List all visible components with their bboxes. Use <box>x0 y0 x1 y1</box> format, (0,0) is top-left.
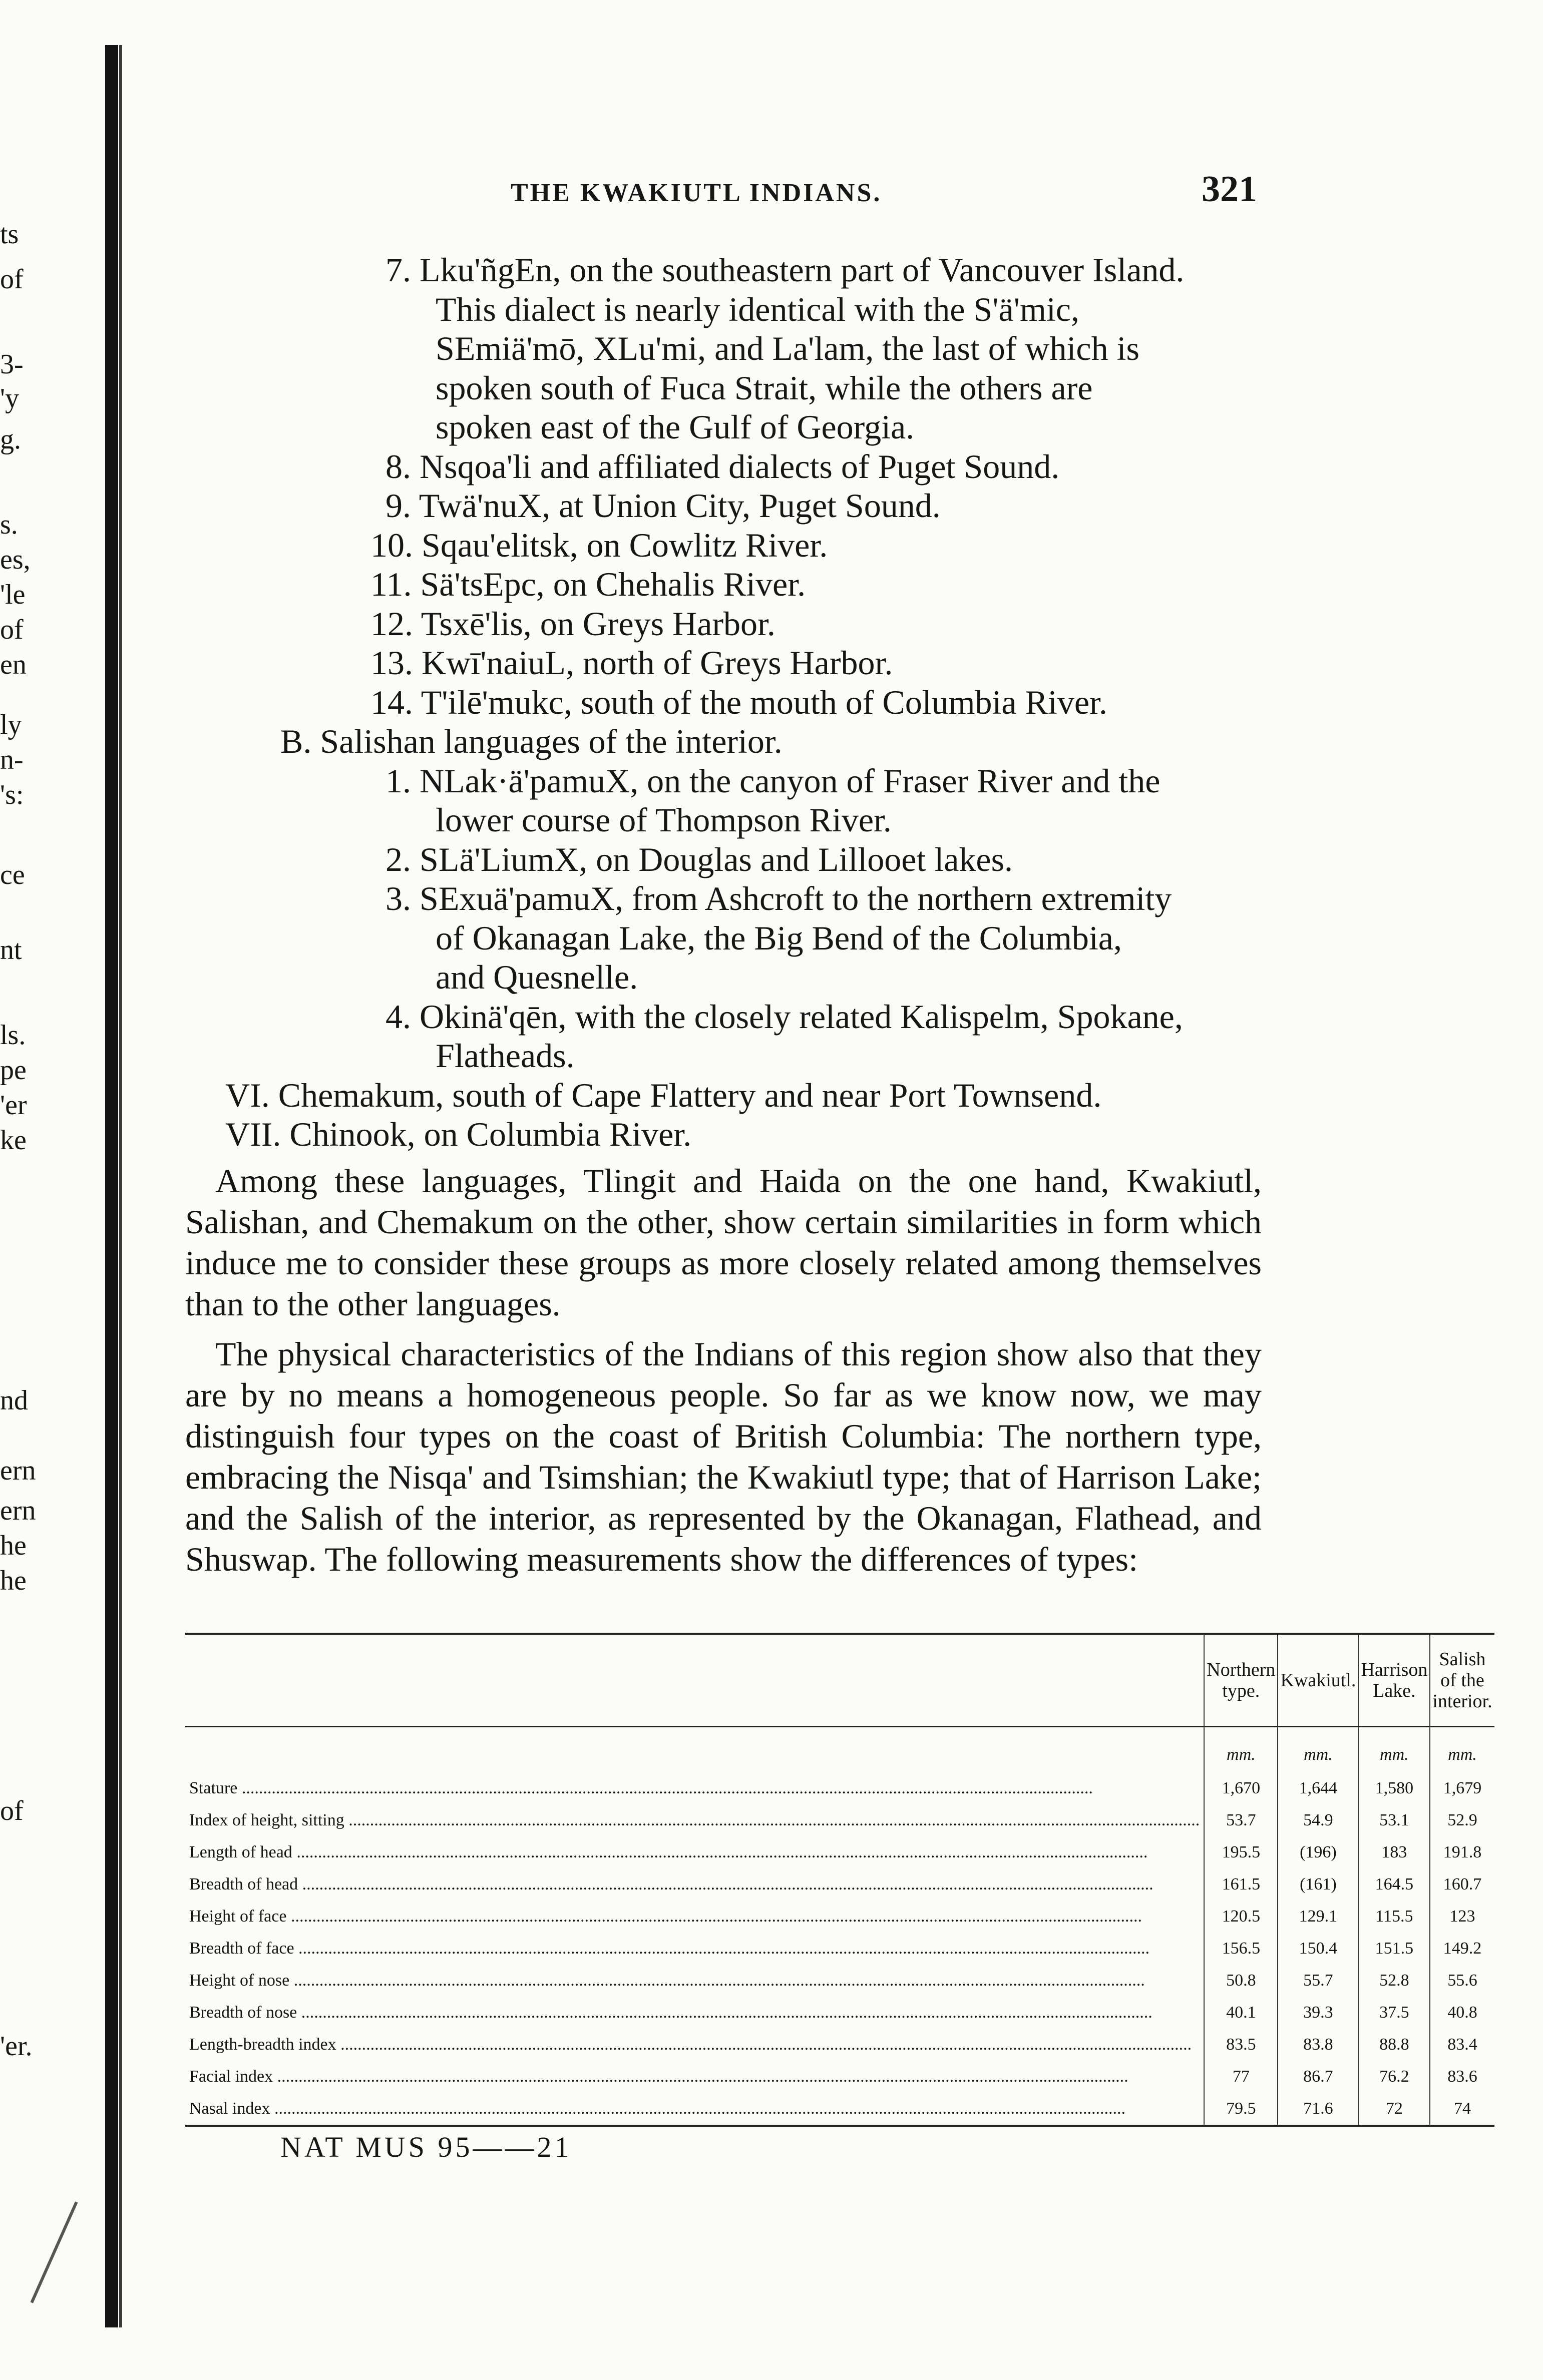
row-label <box>185 1900 1204 1933</box>
dot-leader: ........................................................................................................................................................................................................ <box>289 1971 1145 1990</box>
value-cell: 1,644 <box>1278 1772 1358 1804</box>
margin-fragment: he <box>0 1565 27 1596</box>
value-cell: 53.1 <box>1358 1804 1430 1836</box>
value-cell: 74 <box>1430 2093 1494 2126</box>
value-cell: 150.4 <box>1278 1933 1358 1965</box>
value-cell: 151.5 <box>1358 1933 1430 1965</box>
list-line: Flatheads. <box>436 1037 575 1075</box>
dot-leader: ........................................................................................................................................................................................................ <box>344 1811 1200 1829</box>
margin-fragment: s. <box>0 509 18 540</box>
list-line: 1. NLak·ä'pamuX, on the canyon of Fraser River and the <box>385 761 1161 800</box>
body-text <box>185 1160 1262 1589</box>
paragraph-languages: Among these languages, Tlingit and Haida on the one hand, Kwakiutl, Salishan, and Chemakum on the other, show certain similarities in form which induce me to consider these groups as more closely related among themselves than to the other languages. <box>185 1162 1262 1323</box>
margin-fragment: ls. <box>0 1020 26 1051</box>
row-label <box>185 2093 1204 2126</box>
row-label-text: Breadth of face <box>189 1939 294 1958</box>
row-label-text: Length-breadth index <box>189 2035 336 2054</box>
row-label-text: Breadth of head <box>189 1875 298 1893</box>
row-label <box>185 1933 1204 1965</box>
book-binding-shadow <box>105 45 118 2327</box>
list-line: 13. Kwī'naiuL, north of Greys Harbor. <box>370 644 893 682</box>
margin-fragment: ly <box>0 709 22 740</box>
margin-fragment: of <box>0 264 24 295</box>
unit-cell: mm. <box>1278 1727 1358 1773</box>
col-header-northern: Northern type. <box>1204 1634 1278 1727</box>
value-cell: 55.6 <box>1430 1965 1494 1997</box>
table-row <box>185 2061 1494 2093</box>
table-row <box>185 1997 1494 2029</box>
page-footer: NAT MUS 95——21 <box>280 2131 572 2163</box>
margin-fragment: g. <box>0 424 21 455</box>
value-cell: 83.6 <box>1430 2061 1494 2093</box>
list-line: 14. T'ilē'mukc, south of the mouth of Columbia River. <box>370 683 1107 721</box>
value-cell: 53.7 <box>1204 1804 1278 1836</box>
list-line: This dialect is nearly identical with the S'ä'mic, <box>436 290 1079 328</box>
value-cell: 52.9 <box>1430 1804 1494 1836</box>
margin-fragment: es, <box>0 544 31 575</box>
table-header-row <box>185 1634 1494 1727</box>
row-label-text: Height of nose <box>189 1971 290 1990</box>
measurements-table <box>185 1633 1494 2127</box>
row-label <box>185 2061 1204 2093</box>
dot-leader: ........................................................................................................................................................................................................ <box>297 2003 1152 2022</box>
table-row <box>185 1965 1494 1997</box>
value-cell: 149.2 <box>1430 1933 1494 1965</box>
value-cell: 115.5 <box>1358 1900 1430 1933</box>
row-label-text: Length of head <box>189 1843 292 1861</box>
list-line: B. Salishan languages of the interior. <box>280 722 783 760</box>
row-label-text: Index of height, sitting <box>189 1811 344 1829</box>
row-label-text: Height of face <box>189 1907 287 1926</box>
list-line: SEmiä'mō, XLu'mi, and La'lam, the last of which is <box>436 329 1139 367</box>
unit-cell: mm. <box>1430 1727 1494 1773</box>
value-cell: 83.4 <box>1430 2029 1494 2061</box>
value-cell: 1,679 <box>1430 1772 1494 1804</box>
value-cell: 72 <box>1358 2093 1430 2126</box>
margin-fragment: 'er. <box>0 2031 33 2062</box>
row-label <box>185 1804 1204 1836</box>
value-cell: 79.5 <box>1204 2093 1278 2126</box>
margin-fragment: 'er <box>0 1090 27 1121</box>
dot-leader: ........................................................................................................................................................................................................ <box>286 1907 1142 1926</box>
margin-fragment: 'le <box>0 579 26 610</box>
list-line: 4. Okinä'qēn, with the closely related Kalispelm, Spokane, <box>385 997 1183 1036</box>
dot-leader: ........................................................................................................................................................................................................ <box>298 1875 1153 1893</box>
value-cell: 76.2 <box>1358 2061 1430 2093</box>
margin-fragment: pe <box>0 1055 27 1086</box>
unit-cell: mm. <box>1204 1727 1278 1773</box>
row-label <box>185 2029 1204 2061</box>
margin-fragment: 3- <box>0 349 24 380</box>
margin-fragment: ern <box>0 1455 36 1486</box>
row-label <box>185 1772 1204 1804</box>
dot-leader: ........................................................................................................................................................................................................ <box>294 1939 1150 1958</box>
table-row <box>185 2029 1494 2061</box>
value-cell: 129.1 <box>1278 1900 1358 1933</box>
row-label <box>185 1836 1204 1868</box>
value-cell: 71.6 <box>1278 2093 1358 2126</box>
table-row <box>185 1933 1494 1965</box>
row-label-text: Breadth of nose <box>189 2003 297 2022</box>
value-cell: (161) <box>1278 1868 1358 1900</box>
value-cell: 183 <box>1358 1836 1430 1868</box>
list-line: VI. Chemakum, south of Cape Flattery and near Port Townsend. <box>225 1076 1102 1114</box>
value-cell: 77 <box>1204 2061 1278 2093</box>
dot-leader: ........................................................................................................................................................................................................ <box>270 2099 1125 2118</box>
row-label <box>185 1868 1204 1900</box>
value-cell: 88.8 <box>1358 2029 1430 2061</box>
col-header-salish: Salish of the interior. <box>1430 1634 1494 1727</box>
value-cell: 156.5 <box>1204 1933 1278 1965</box>
table-row <box>185 1836 1494 1868</box>
page-number: 321 <box>1202 169 1257 210</box>
value-cell: 160.7 <box>1430 1868 1494 1900</box>
value-cell: 1,580 <box>1358 1772 1430 1804</box>
col-header-harrison: Harrison Lake. <box>1358 1634 1430 1727</box>
value-cell: (196) <box>1278 1836 1358 1868</box>
margin-fragment: he <box>0 1530 27 1561</box>
value-cell: 55.7 <box>1278 1965 1358 1997</box>
value-cell: 37.5 <box>1358 1997 1430 2029</box>
margin-fragment: nt <box>0 934 22 966</box>
row-label-text: Stature <box>189 1779 238 1797</box>
list-line: VII. Chinook, on Columbia River. <box>225 1115 692 1153</box>
margin-fragment: ce <box>0 859 25 890</box>
table-row <box>185 1900 1494 1933</box>
list-line: of Okanagan Lake, the Big Bend of the Columbia, <box>436 918 1122 957</box>
pencil-mark <box>31 2201 78 2303</box>
margin-fragment: ts <box>0 219 19 250</box>
list-line: 2. SLä'LiumX, on Douglas and Lillooet lakes. <box>385 840 1013 878</box>
table-row <box>185 1772 1494 1804</box>
margin-fragment: ern <box>0 1495 36 1526</box>
row-label-text: Facial index <box>189 2067 273 2086</box>
running-header: THE KWAKIUTL INDIANS. <box>511 179 882 207</box>
dot-leader: ........................................................................................................................................................................................................ <box>336 2035 1192 2054</box>
margin-fragment: en <box>0 649 27 680</box>
list-line: 8. Nsqoa'li and affiliated dialects of Puget Sound. <box>385 447 1060 486</box>
margin-fragment: nd <box>0 1385 28 1416</box>
value-cell: 83.8 <box>1278 2029 1358 2061</box>
unit-cell: mm. <box>1358 1727 1430 1773</box>
margin-fragment: 'y <box>0 383 20 414</box>
value-cell: 54.9 <box>1278 1804 1358 1836</box>
margin-fragment: ke <box>0 1125 27 1156</box>
value-cell: 50.8 <box>1204 1965 1278 1997</box>
table-header-blank <box>185 1634 1204 1727</box>
value-cell: 123 <box>1430 1900 1494 1933</box>
list-line: spoken south of Fuca Strait, while the others are <box>436 368 1093 407</box>
list-line: 10. Sqau'elitsk, on Cowlitz River. <box>370 526 828 564</box>
dot-leader: ........................................................................................................................................................................................................ <box>273 2067 1128 2086</box>
value-cell: 86.7 <box>1278 2061 1358 2093</box>
value-cell: 52.8 <box>1358 1965 1430 1997</box>
list-line: 11. Sä'tsEpc, on Chehalis River. <box>370 565 806 603</box>
col-header-kwakiutl: Kwakiutl. <box>1278 1634 1358 1727</box>
value-cell: 120.5 <box>1204 1900 1278 1933</box>
list-line: spoken east of the Gulf of Georgia. <box>436 408 915 446</box>
units-row <box>185 1727 1494 1773</box>
list-line: 3. SExuä'pamuX, from Ashcroft to the northern extremity <box>385 879 1172 917</box>
book-binding-edge <box>119 45 122 2327</box>
units-label-blank <box>185 1727 1204 1773</box>
table-row <box>185 1804 1494 1836</box>
paragraph-physical: The physical characteristics of the Indians of this region show also that they are by no means a homogeneous people. So far as we know now, we may distinguish four types on the coast of British Columbia: The northern type, embracing the Nisqa' and Tsimshian; the Kwakiutl type; that of Harrison Lake; and the Salish of the interior, as represented by the Okanagan, Flathead, and Shuswap. The following measurements show the differences of types: <box>185 1335 1262 1578</box>
dot-leader: ........................................................................................................................................................................................................ <box>292 1843 1148 1861</box>
value-cell: 83.5 <box>1204 2029 1278 2061</box>
row-label <box>185 1997 1204 2029</box>
list-line: and Quesnelle. <box>436 958 638 996</box>
row-label-text: Nasal index <box>189 2099 270 2118</box>
list-line: 9. Twä'nuX, at Union City, Puget Sound. <box>385 487 941 525</box>
value-cell: 40.8 <box>1430 1997 1494 2029</box>
value-cell: 164.5 <box>1358 1868 1430 1900</box>
dot-leader: ........................................................................................................................................................................................................ <box>237 1779 1093 1797</box>
value-cell: 39.3 <box>1278 1997 1358 2029</box>
value-cell: 161.5 <box>1204 1868 1278 1900</box>
list-line: 12. Tsxē'lis, on Greys Harbor. <box>370 604 776 643</box>
margin-fragment: of <box>0 614 24 645</box>
value-cell: 195.5 <box>1204 1836 1278 1868</box>
margin-fragment: n- <box>0 744 24 775</box>
list-line: lower course of Thompson River. <box>436 801 892 839</box>
value-cell: 40.1 <box>1204 1997 1278 2029</box>
table-row <box>185 1868 1494 1900</box>
margin-fragment: of <box>0 1795 24 1826</box>
row-label <box>185 1965 1204 1997</box>
value-cell: 1,670 <box>1204 1772 1278 1804</box>
table-row <box>185 2093 1494 2126</box>
value-cell: 191.8 <box>1430 1836 1494 1868</box>
list-line: 7. Lku'ñgEn, on the southeastern part of Vancouver Island. <box>385 251 1185 289</box>
margin-fragment: 's: <box>0 779 24 810</box>
